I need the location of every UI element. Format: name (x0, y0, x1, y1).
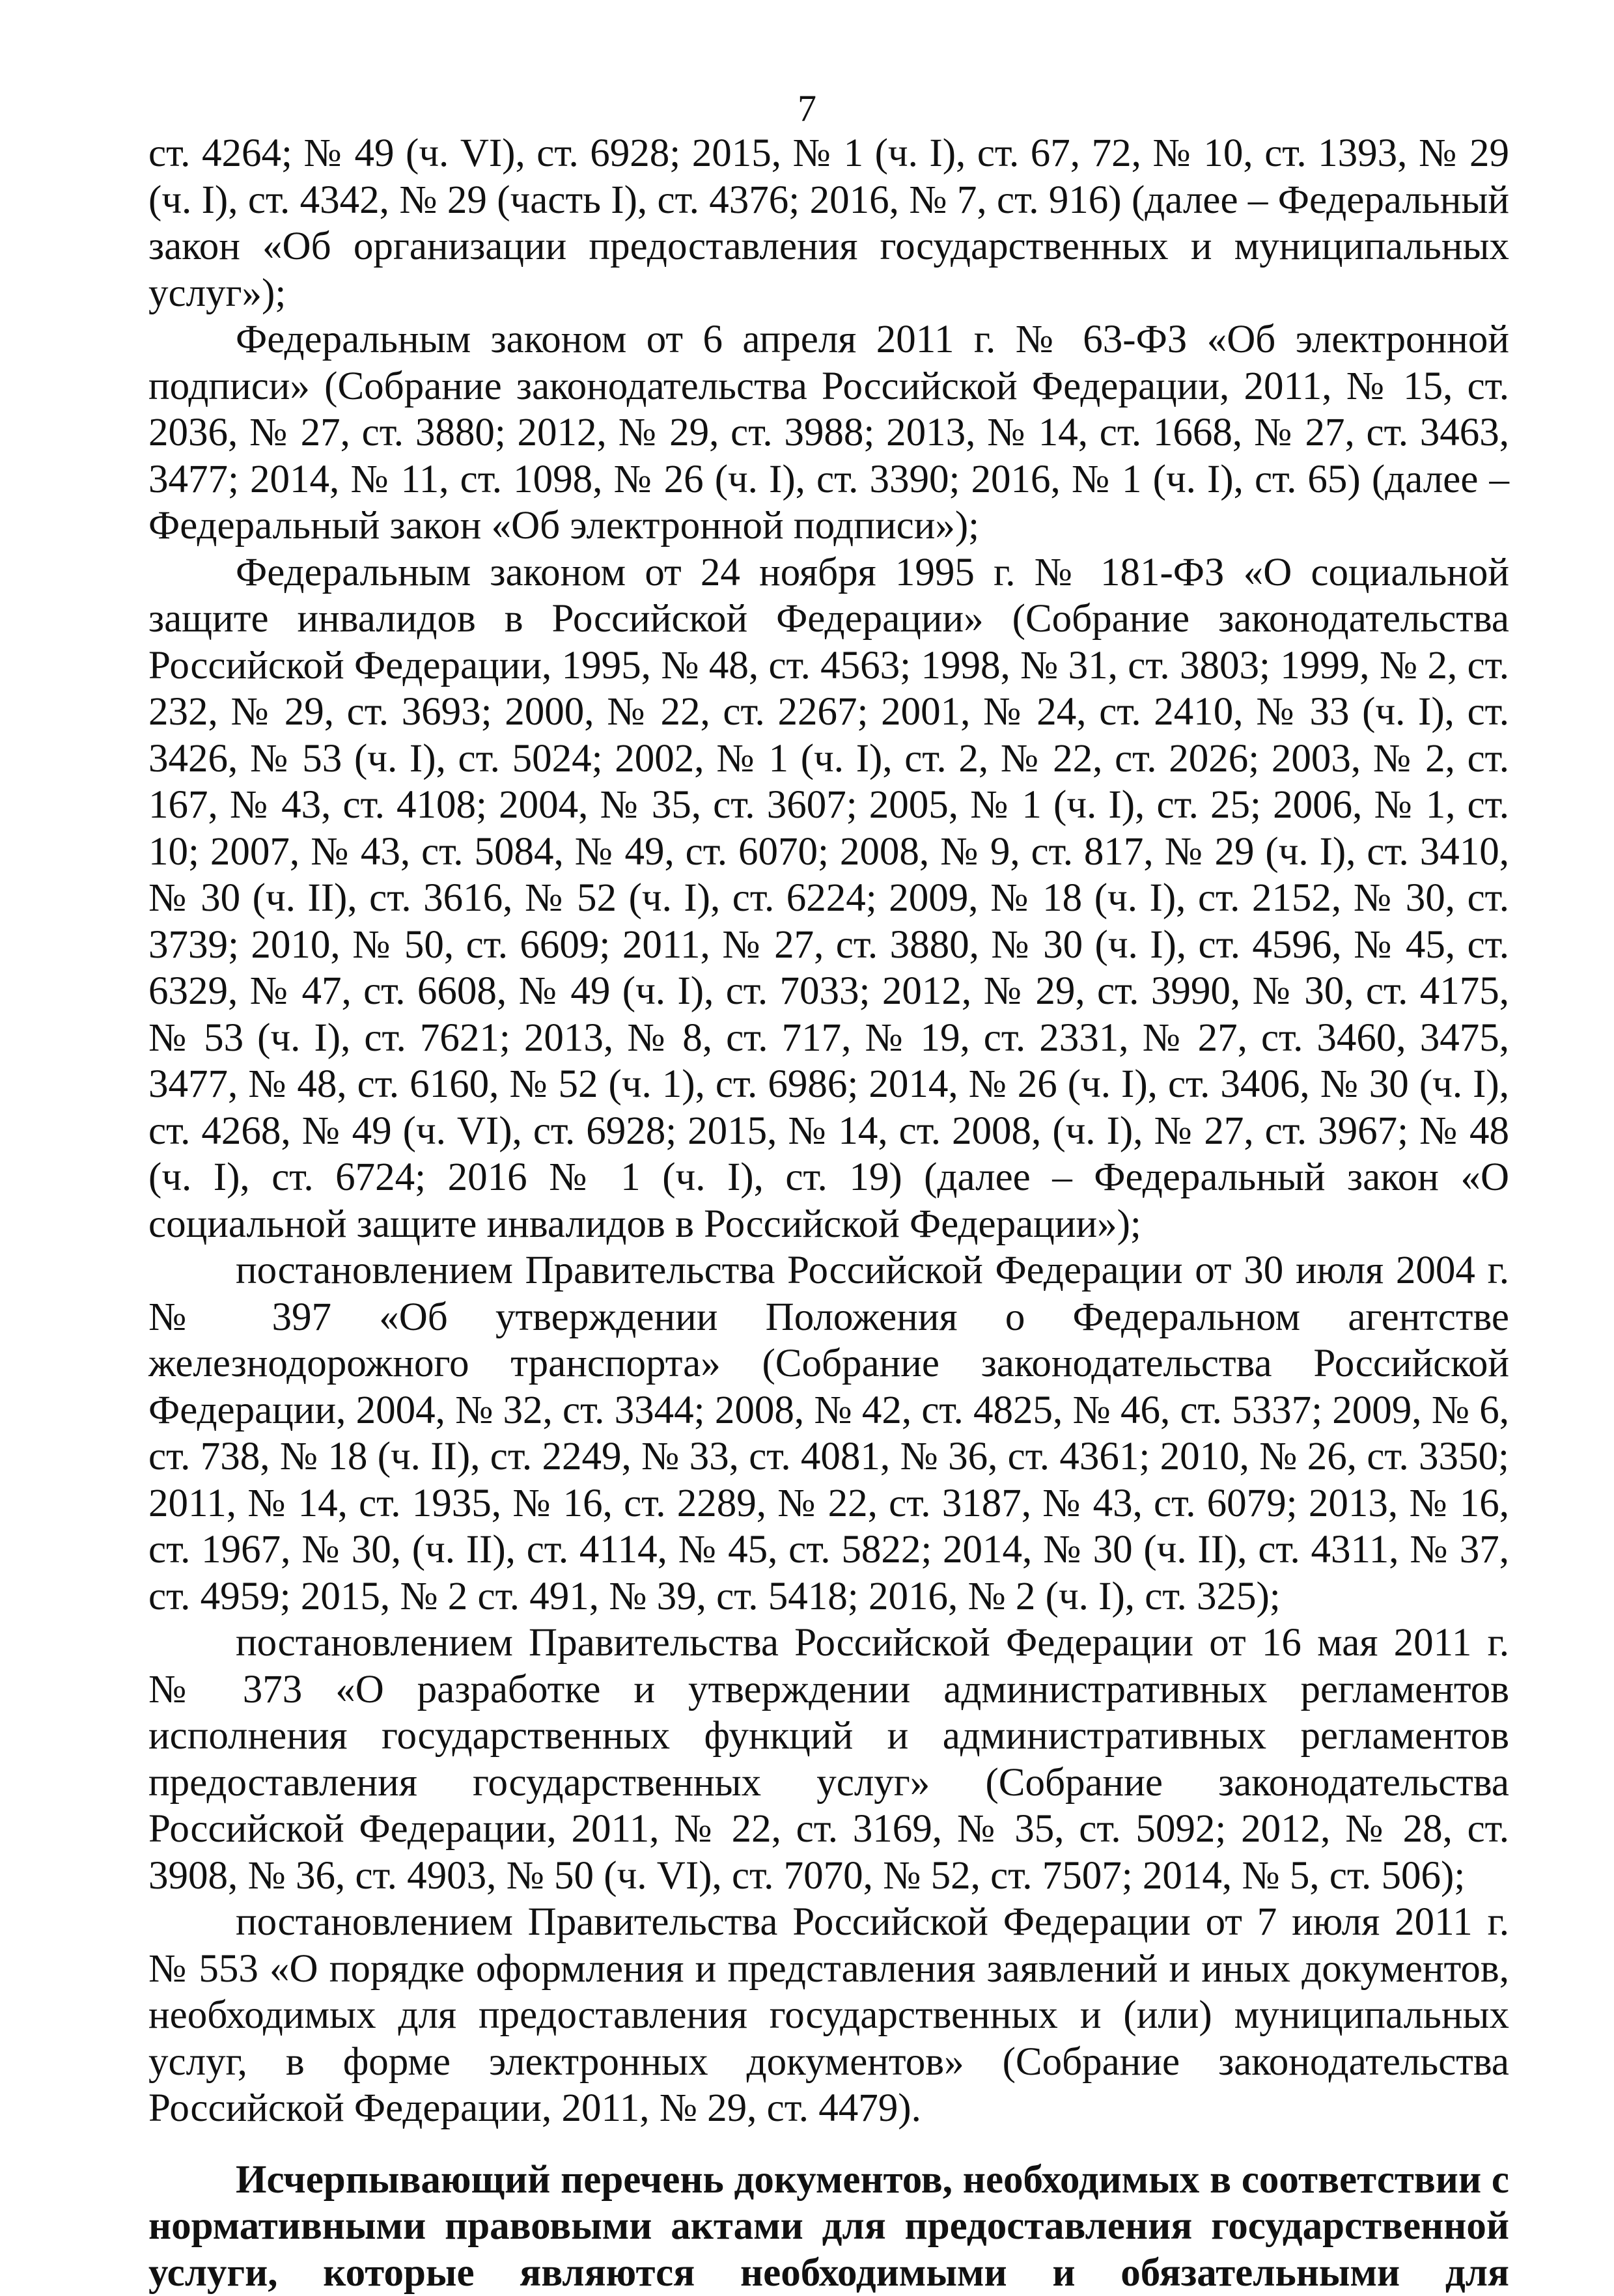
paragraph-disabled-protection-law: Федеральным законом от 24 ноября 1995 г. № 181-ФЗ «О социальной защите инвалидов в Российской Федерации» (Собрание законодательства Российской Федерации, 1995, № 48, ст. 4563; 1998, № 31, ст. 3803; 1999, № 2, ст. 232, № 29, ст. 3693; 2000, № 22, ст. 2267; 2001, № 24, ст. 2410, № 33 (ч. I), ст. 3426, № 53 (ч. I), ст. 5024; 2002, № 1 (ч. I), ст. 2, № 22, ст. 2026; 2003, № 2, ст. 167, № 43, ст. 4108; 2004, № 35, ст. 3607; 2005, № 1 (ч. I), ст. 25; 2006, № 1, ст. 10; 2007, № 43, ст. 5084, № 49, ст. 6070; 2008, № 9, ст. 817, № 29 (ч. I), ст. 3410, № 30 (ч. II), ст. 3616, № 52 (ч. I), ст. 6224; 2009, № 18 (ч. I), ст. 2152, № 30, ст. 3739; 2010, № 50, ст. 6609; 2011, № 27, ст. 3880, № 30 (ч. I), ст. 4596, № 45, ст. 6329, № 47, ст. 6608, № 49 (ч. I), ст. 7033; 2012, № 29, ст. 3990, № 30, ст. 4175, № 53 (ч. I), ст. 7621; 2013, № 8, ст. 717, № 19, ст. 2331, № 27, ст. 3460, 3475, 3477, № 48, ст. 6160, № 52 (ч. 1), ст. 6986; 2014, № 26 (ч. I), ст. 3406, № 30 (ч. I), ст. 4268, № 49 (ч. VI), ст. 6928; 2015, № 14, ст. 2008, (ч. I), № 27, ст. 3967; № 48 (ч. I), ст. 6724; 2016 № 1 (ч. I), ст. 19) (далее – Федеральный закон «О социальной защите инвалидов в Российской Федерации»); (148, 549, 1509, 1248)
paragraph-resolution-373: постановлением Правительства Российской Федерации от 16 мая 2011 г. № 373 «О разработке и утверждении административных регламентов исполнения государственных функций и административных регламентов предоставления государственных услуг» (Собрание законодательства Российской Федерации, 2011, № 22, ст. 3169, № 35, ст. 5092; 2012, № 28, ст. 3908, № 36, ст. 4903, № 50 (ч. VI), ст. 7070, № 52, ст. 7507; 2014, № 5, ст. 506); (148, 1620, 1509, 1899)
paragraph-electronic-signature-law: Федеральным законом от 6 апреля 2011 г. № 63-ФЗ «Об электронной подписи» (Собрание законодательства Российской Федерации, 2011, № 15, ст. 2036, № 27, ст. 3880; 2012, № 29, ст. 3988; 2013, № 14, ст. 1668, № 27, ст. 3463, 3477; 2014, № 11, ст. 1098, № 26 (ч. I), ст. 3390; 2016, № 1 (ч. I), ст. 65) (далее – Федеральный закон «Об электронной подписи»); (148, 316, 1509, 549)
section-heading: Исчерпывающий перечень документов, необходимых в соответствии с нормативными правовыми актами для предоставления государственной услуги, которые являются необходимыми и обязательными для (148, 2157, 1509, 2296)
paragraph-resolution-553: постановлением Правительства Российской Федерации от 7 июля 2011 г. № 553 «О порядке оформления и представления заявлений и иных документов, необходимых для предоставления государственных и (или) муниципальных услуг, в форме электронных документов» (Собрание законодательства Российской Федерации, 2011, № 29, ст. 4479). (148, 1899, 1509, 2132)
page-number: 7 (0, 86, 1614, 131)
paragraph-law-continuation: ст. 4264; № 49 (ч. VI), ст. 6928; 2015, № 1 (ч. I), ст. 67, 72, № 10, ст. 1393, № 29 (ч. I), ст. 4342, № 29 (часть I), ст. 4376; 2016, № 7, ст. 916) (далее – Федеральный закон «Об организации предоставления государственных и муниципальных услуг»); (148, 130, 1509, 316)
document-body (148, 130, 1509, 2296)
paragraph-resolution-397: постановлением Правительства Российской Федерации от 30 июля 2004 г. № 397 «Об утверждении Положения о Федеральном агентстве железнодорожного транспорта» (Собрание законодательства Российской Федерации, 2004, № 32, ст. 3344; 2008, № 42, ст. 4825, № 46, ст. 5337; 2009, № 6, ст. 738, № 18 (ч. II), ст. 2249, № 33, ст. 4081, № 36, ст. 4361; 2010, № 26, ст. 3350; 2011, № 14, ст. 1935, № 16, ст. 2289, № 22, ст. 3187, № 43, ст. 6079; 2013, № 16, ст. 1967, № 30, (ч. II), ст. 4114, № 45, ст. 5822; 2014, № 30 (ч. II), ст. 4311, № 37, ст. 4959; 2015, № 2 ст. 491, № 39, ст. 5418; 2016, № 2 (ч. I), ст. 325); (148, 1247, 1509, 1620)
